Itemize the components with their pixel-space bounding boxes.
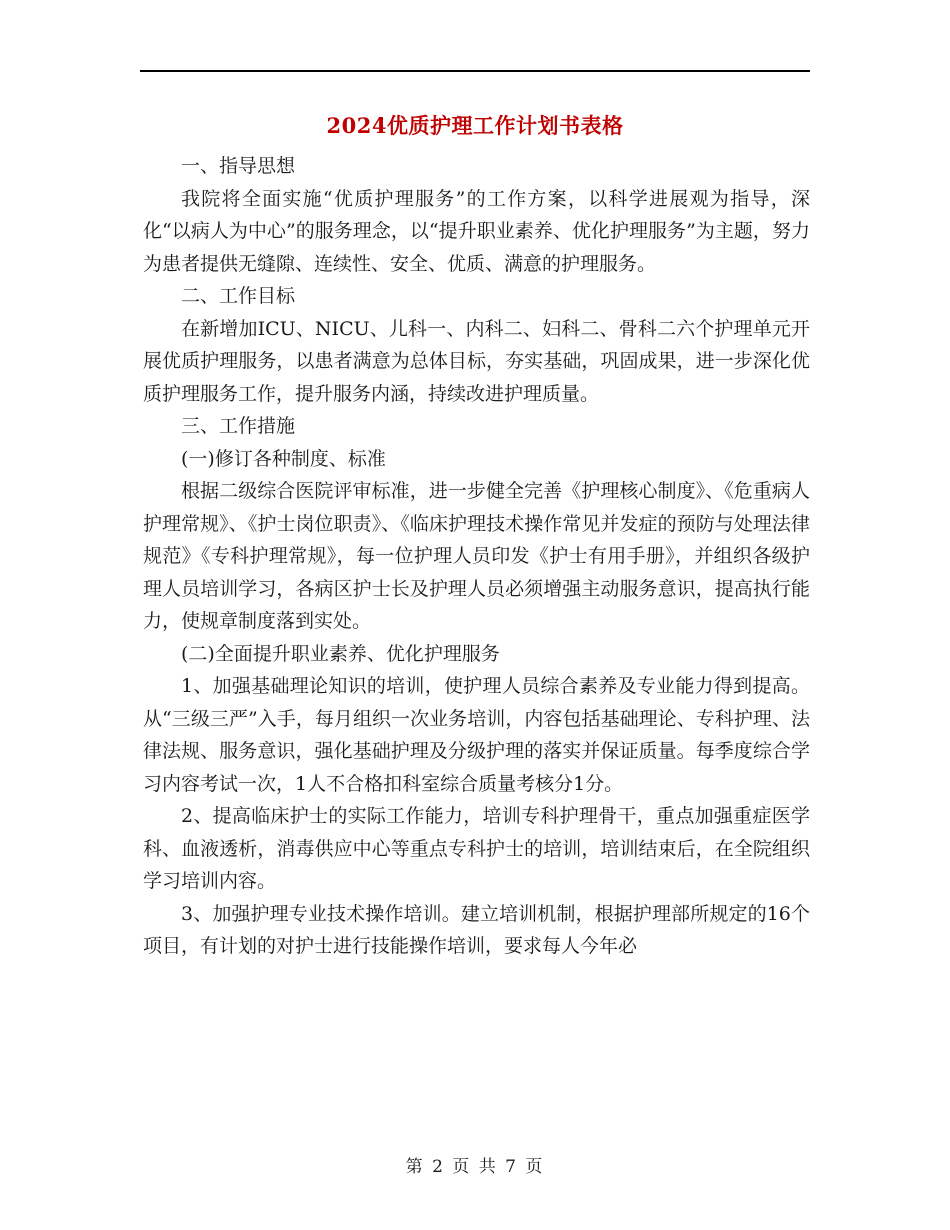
page-title: 2024优质护理工作计划书表格 <box>326 113 624 138</box>
document-body <box>143 150 810 963</box>
section-heading-work-goals: 二、工作目标 <box>181 285 296 307</box>
subheading-revise-systems: (一)修订各种制度、标准 <box>181 447 386 470</box>
header-rule <box>140 70 810 72</box>
paragraph-item-2: 2、提高临床护士的实际工作能力，培训专科护理骨干，重点加强重症医学科、血液透析，消毒供应中心等重点专科护士的培训，培训结束后，在全院组织学习培训内容。 <box>143 805 810 892</box>
paragraph-item-1: 1、加强基础理论知识的培训，使护理人员综合素养及专业能力得到提高。从“三级三严”入手，每月组织一次业务培训，内容包括基础理论、专科护理、法律法规、服务意识，强化基础护理及分级护理的落实并保证质量。每季度综合学习内容考试一次，1人不合格扣科室综合质量考核分1分。 <box>143 675 810 795</box>
subheading-improve-quality: (二)全面提升职业素养、优化护理服务 <box>181 642 500 665</box>
section-heading-work-measures: 三、工作措施 <box>181 415 296 437</box>
section-heading-guiding-ideology: 一、指导思想 <box>181 155 296 177</box>
paragraph-guiding-ideology: 我院将全面实施“优质护理服务”的工作方案，以科学进展观为指导，深化“以病人为中心”的服务理念，以“提升职业素养、优化护理服务”为主题，努力为患者提供无缝隙、连续性、安全、优质、满意的护理服务。 <box>143 187 810 275</box>
page-footer: 第 2 页 共 7 页 <box>405 1157 545 1177</box>
paragraph-work-goals: 在新增加ICU、NICU、儿科一、内科二、妇科二、骨科二六个护理单元开展优质护理服务，以患者满意为总体目标，夯实基础，巩固成果，进一步深化优质护理服务工作，提升服务内涵，持续改进护理质量。 <box>143 317 810 405</box>
paragraph-item-3: 3、加强护理专业技术操作培训。建立培训机制，根据护理部所规定的16个项目，有计划的对护士进行技能操作培训，要求每人今年必 <box>143 902 810 957</box>
paragraph-revise-systems: 根据二级综合医院评审标准，进一步健全完善《护理核心制度》、《危重病人护理常规》、《护士岗位职责》、《临床护理技术操作常见并发症的预防与处理法律规范》《专科护理常规》，每一位护理人员印发《护士有用手册》，并组织各级护理人员培训学习，各病区护士长及护理人员必须增强主动服务意识，提高执行能力，使规章制度落到实处。 <box>143 480 810 632</box>
